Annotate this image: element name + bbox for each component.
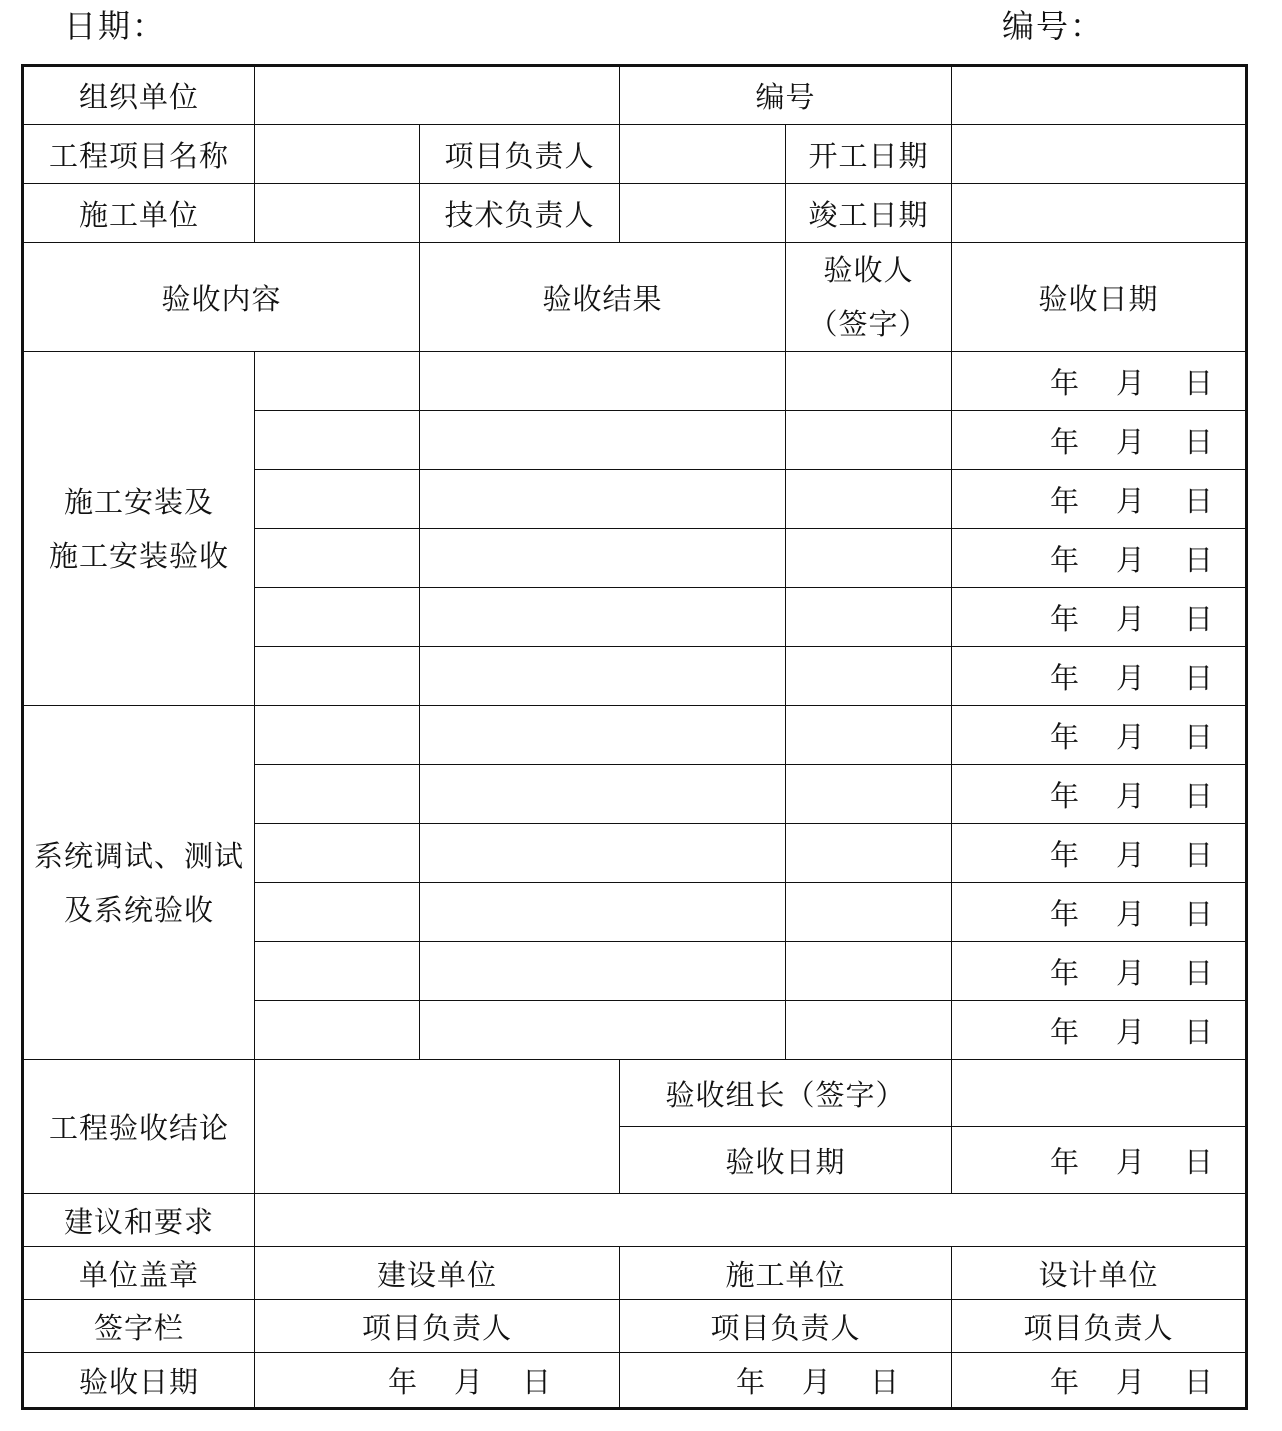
date-cell[interactable] [952, 1001, 1247, 1060]
result-cell[interactable] [420, 529, 786, 588]
date-cell[interactable] [952, 470, 1247, 529]
builder-unit-label[interactable]: 施工单位 [620, 1247, 952, 1300]
month-text: 月 [1116, 1364, 1147, 1399]
conclusion-value[interactable] [255, 1060, 620, 1194]
month-text: 月 [1116, 365, 1147, 400]
completion-date-label: 竣工日期 [786, 184, 952, 243]
date-cell[interactable] [952, 647, 1247, 706]
year-text: 年 [1050, 1014, 1081, 1049]
content-cell[interactable] [255, 588, 420, 647]
col-date-header: 验收日期 [952, 243, 1247, 352]
inspector-cell[interactable] [786, 765, 952, 824]
inspector-cell[interactable] [786, 411, 952, 470]
day-text: 日 [1184, 1364, 1215, 1399]
month-text: 月 [1116, 837, 1147, 872]
inspector-cell[interactable] [786, 942, 952, 1001]
month-text: 月 [1116, 660, 1147, 695]
owner-date-cell[interactable] [255, 1353, 620, 1409]
month-text: 月 [1116, 601, 1147, 636]
day-text: 日 [522, 1364, 553, 1399]
year-text: 年 [1050, 719, 1081, 754]
day-text: 日 [1184, 365, 1215, 400]
month-text: 月 [1116, 483, 1147, 518]
day-text: 日 [1184, 601, 1215, 636]
day-text: 日 [1184, 542, 1215, 577]
year-text: 年 [1050, 542, 1081, 577]
start-date-value[interactable] [952, 125, 1247, 184]
col-result-header: 验收结果 [420, 243, 786, 352]
year-text: 年 [1050, 1144, 1081, 1179]
content-cell[interactable] [255, 942, 420, 1001]
section-system-test-label [23, 706, 255, 1060]
inspector-cell[interactable] [786, 824, 952, 883]
team-leader-sign-label: 验收组长（签字） [620, 1060, 952, 1127]
month-text: 月 [454, 1364, 485, 1399]
row-column-headers [23, 243, 1247, 352]
content-cell[interactable] [255, 647, 420, 706]
result-cell[interactable] [420, 883, 786, 942]
year-text: 年 [388, 1364, 419, 1399]
date-cell[interactable] [952, 411, 1247, 470]
row-unit-seal [23, 1247, 1247, 1300]
inspector-cell[interactable] [786, 529, 952, 588]
day-text: 日 [1184, 719, 1215, 754]
construction-unit-label: 施工单位 [23, 184, 255, 243]
day-text: 日 [1184, 1144, 1215, 1179]
final-date-label: 验收日期 [23, 1353, 255, 1409]
table-row [23, 352, 1247, 411]
result-cell[interactable] [420, 588, 786, 647]
col-inspector-line1: 验收人 [823, 253, 914, 287]
project-leader-value[interactable] [620, 125, 786, 184]
conclusion-label: 工程验收结论 [23, 1060, 255, 1194]
day-text: 日 [1184, 896, 1215, 931]
col-inspector-line2: （签字） [808, 307, 929, 341]
year-text: 年 [1050, 483, 1081, 518]
row-org [23, 66, 1247, 125]
day-text: 日 [1184, 778, 1215, 813]
content-cell[interactable] [255, 470, 420, 529]
inspector-cell[interactable] [786, 706, 952, 765]
month-text: 月 [1116, 1014, 1147, 1049]
year-text: 年 [1050, 660, 1081, 695]
inspector-cell[interactable] [786, 352, 952, 411]
day-text: 日 [1184, 1014, 1215, 1049]
year-text: 年 [1050, 837, 1081, 872]
month-text: 月 [1116, 719, 1147, 754]
result-cell[interactable] [420, 765, 786, 824]
result-cell[interactable] [420, 942, 786, 1001]
day-text: 日 [1184, 660, 1215, 695]
builder-leader-cell[interactable]: 项目负责人 [620, 1300, 952, 1353]
year-text: 年 [1050, 955, 1081, 990]
team-leader-sign-value[interactable] [952, 1060, 1247, 1127]
year-text: 年 [1050, 778, 1081, 813]
row-final-date [23, 1353, 1247, 1409]
owner-unit-label[interactable]: 建设单位 [255, 1247, 620, 1300]
section-system-test-line1: 系统调试、测试 [33, 838, 244, 873]
month-text: 月 [1116, 896, 1147, 931]
number-field-label: 编号 [620, 66, 952, 125]
year-text: 年 [1050, 365, 1081, 400]
content-cell[interactable] [255, 352, 420, 411]
date-cell[interactable] [952, 1127, 1247, 1194]
table-row [23, 706, 1247, 765]
signature-row-label: 签字栏 [23, 1300, 255, 1353]
start-date-label: 开工日期 [786, 125, 952, 184]
owner-leader-cell[interactable]: 项目负责人 [255, 1300, 620, 1353]
year-text: 年 [1050, 424, 1081, 459]
day-text: 日 [1184, 837, 1215, 872]
result-cell[interactable] [420, 1001, 786, 1060]
org-unit-label: 组织单位 [23, 66, 255, 125]
day-text: 日 [1184, 483, 1215, 518]
year-text: 年 [1050, 896, 1081, 931]
col-content-header: 验收内容 [23, 243, 420, 352]
month-text: 月 [802, 1364, 833, 1399]
day-text: 日 [1184, 955, 1215, 990]
year-text: 年 [1050, 601, 1081, 636]
date-cell[interactable] [952, 942, 1247, 1001]
inspector-cell[interactable] [786, 588, 952, 647]
acceptance-form-table [21, 64, 1248, 1410]
date-cell[interactable] [952, 529, 1247, 588]
tech-leader-label: 技术负责人 [420, 184, 620, 243]
suggestions-value[interactable] [255, 1194, 1247, 1247]
row-suggestions [23, 1194, 1247, 1247]
result-cell[interactable] [420, 411, 786, 470]
day-text: 日 [1184, 424, 1215, 459]
date-cell[interactable] [952, 883, 1247, 942]
content-cell[interactable] [255, 529, 420, 588]
project-name-value[interactable] [255, 125, 420, 184]
row-signature [23, 1300, 1247, 1353]
year-text: 年 [736, 1364, 767, 1399]
inspector-cell[interactable] [786, 647, 952, 706]
content-cell[interactable] [255, 411, 420, 470]
day-text: 日 [870, 1364, 901, 1399]
org-unit-value[interactable] [255, 66, 620, 125]
page-header [0, 0, 1282, 60]
result-cell[interactable] [420, 470, 786, 529]
construction-unit-value[interactable] [255, 184, 420, 243]
unit-seal-label: 单位盖章 [23, 1247, 255, 1300]
date-cell[interactable] [952, 706, 1247, 765]
acceptance-date-label: 验收日期 [620, 1127, 952, 1194]
suggestions-label: 建议和要求 [23, 1194, 255, 1247]
month-text: 月 [1116, 955, 1147, 990]
date-cell[interactable] [952, 765, 1247, 824]
month-text: 月 [1116, 778, 1147, 813]
section-installation-line2: 施工安装验收 [48, 538, 229, 573]
project-leader-label: 项目负责人 [420, 125, 620, 184]
number-value[interactable] [952, 66, 1247, 125]
number-label: 编号： [1002, 7, 1105, 45]
row-conclusion-1 [23, 1060, 1247, 1127]
inspector-cell[interactable] [786, 883, 952, 942]
month-text: 月 [1116, 542, 1147, 577]
inspector-cell[interactable] [786, 1001, 952, 1060]
content-cell[interactable] [255, 883, 420, 942]
result-cell[interactable] [420, 352, 786, 411]
builder-date-cell[interactable] [620, 1353, 952, 1409]
month-text: 月 [1116, 1144, 1147, 1179]
tech-leader-value[interactable] [620, 184, 786, 243]
section-installation-label [23, 352, 255, 706]
section-installation-line1: 施工安装及 [63, 484, 214, 519]
result-cell[interactable] [420, 706, 786, 765]
row-construction [23, 184, 1247, 243]
date-cell[interactable] [952, 352, 1247, 411]
result-cell[interactable] [420, 647, 786, 706]
date-cell[interactable] [952, 588, 1247, 647]
result-cell[interactable] [420, 824, 786, 883]
month-text: 月 [1116, 424, 1147, 459]
section-system-test-line2: 及系统验收 [63, 892, 214, 927]
row-project [23, 125, 1247, 184]
content-cell[interactable] [255, 706, 420, 765]
date-cell[interactable] [952, 824, 1247, 883]
col-inspector-header [786, 243, 952, 352]
completion-date-value[interactable] [952, 184, 1247, 243]
design-leader-cell[interactable]: 项目负责人 [952, 1300, 1247, 1353]
content-cell[interactable] [255, 824, 420, 883]
content-cell[interactable] [255, 765, 420, 824]
content-cell[interactable] [255, 1001, 420, 1060]
design-date-cell[interactable] [952, 1353, 1247, 1409]
date-label: 日期： [64, 7, 167, 45]
year-text: 年 [1050, 1364, 1081, 1399]
design-unit-label[interactable]: 设计单位 [952, 1247, 1247, 1300]
project-name-label: 工程项目名称 [23, 125, 255, 184]
inspector-cell[interactable] [786, 470, 952, 529]
